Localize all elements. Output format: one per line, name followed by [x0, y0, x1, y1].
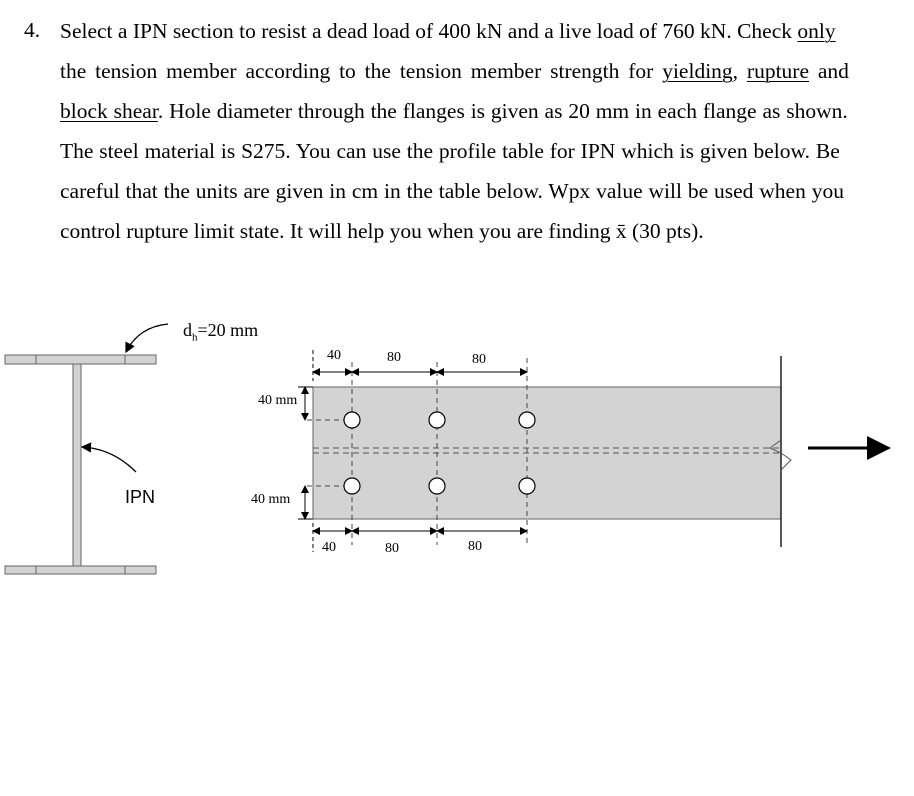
top-dim-3: 80	[472, 352, 486, 367]
edge-distance-top: 40 mm	[258, 393, 298, 408]
only-underlined: only	[797, 19, 836, 43]
ipn-pointer-arrow	[82, 447, 136, 472]
problem-line-2	[60, 58, 849, 84]
bolt-hole	[519, 412, 535, 428]
bolt-hole	[429, 478, 445, 494]
line2-and: and	[809, 59, 849, 83]
block-shear-underlined: block shear	[60, 99, 158, 123]
line3-text: . Hole diameter through the flanges is given as 20 mm in each flange as shown.	[157, 99, 848, 123]
bottom-dim-1: 40	[322, 540, 336, 555]
bolt-hole	[344, 412, 360, 428]
line2-text: the tension member according to the tension member strength for	[60, 59, 663, 83]
edge-distance-bottom: 40 mm	[251, 492, 291, 507]
bolt-hole	[519, 478, 535, 494]
problem-line-5: careful that the units are given in cm in the table below. Wpx value will be used when you	[60, 179, 844, 203]
web	[73, 364, 81, 566]
line1-text: Select a IPN section to resist a dead load of 400 kN and a live load of 760 kN. Check	[60, 19, 798, 43]
top-dim-2: 80	[387, 350, 401, 365]
ipn-label: IPN	[125, 487, 156, 507]
yielding-underlined: yielding	[662, 59, 733, 83]
problem-line-1	[60, 18, 836, 44]
top-flange	[5, 355, 156, 364]
problem-line-6: control rupture limit state. It will help you when you are finding x̄ (30 pts).	[60, 219, 704, 243]
rupture-underlined: rupture	[746, 59, 810, 83]
problem-number: 4.	[24, 18, 41, 42]
flange-plate	[298, 350, 888, 552]
bottom-flange	[5, 566, 156, 574]
figure-drawing	[0, 290, 914, 590]
ipn-section	[5, 324, 168, 574]
bolt-hole	[344, 478, 360, 494]
problem-line-4: The steel material is S275. You can use the profile table for IPN which is given below. Be	[60, 139, 840, 163]
line2-comma: ,	[732, 59, 747, 83]
connection-figure	[0, 290, 914, 590]
bolt-hole	[429, 412, 445, 428]
problem-line-3	[60, 98, 848, 124]
bottom-dim-3: 80	[468, 539, 482, 554]
hole-pointer-arrow	[126, 324, 168, 352]
bottom-dim-2: 80	[385, 541, 399, 556]
top-dim-1: 40	[327, 348, 341, 363]
hole-diameter-label: $d_h=20$ mm	[183, 320, 259, 344]
